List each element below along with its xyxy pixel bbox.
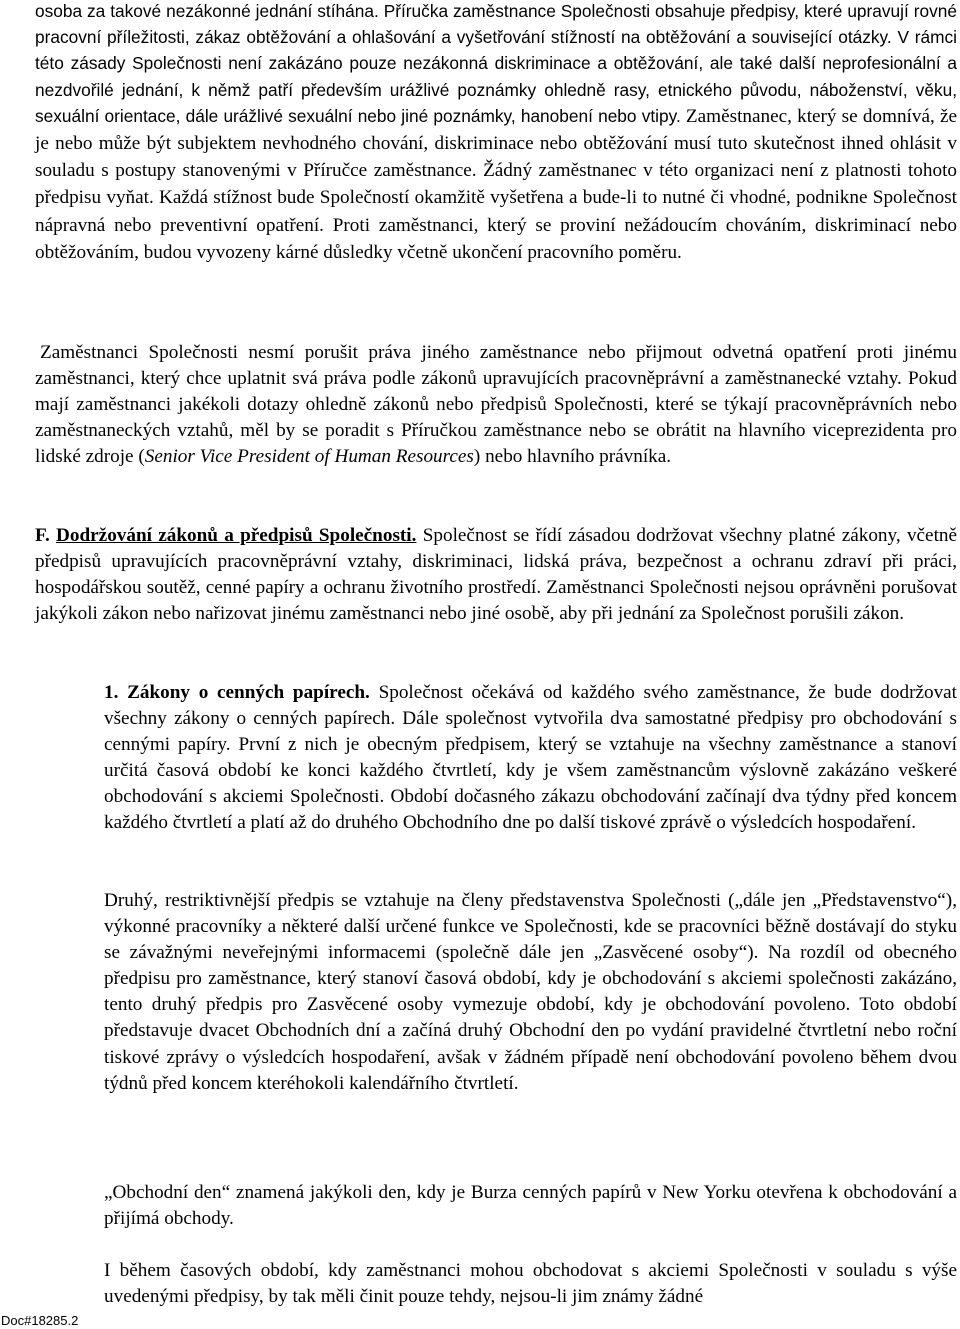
section-f-title: Dodržování zákonů a předpisů Společnosti.: [56, 525, 417, 546]
paragraph-trading-windows: [104, 1258, 957, 1310]
paragraph-harassment-policy: [35, 0, 957, 266]
paragraph-employee-rights-italic: Senior Vice President of Human Resources: [144, 446, 474, 468]
paragraph-employee-rights: [35, 340, 957, 470]
paragraph-trading-day-definition: [104, 1180, 957, 1232]
item-securities-laws: [104, 680, 957, 837]
paragraph-employee-rights-text-end: ) nebo hlavního právníka.: [473, 446, 672, 468]
paragraph-insiders-policy: [104, 888, 957, 1097]
section-f-number: F.: [35, 525, 50, 546]
paragraph-harassment-policy-text-sans: osoba za takové nezákonné jednání stíhána. Příručka zaměstnance Společnosti obsahuje předpisy, které upravují rovné pracovní příležitosti, zákaz obtěžování a ohlašování a vyšetřování stížností na obtěžování a související otázky. V rámci této zásady Společnosti není zakázáno pouze nezákonná diskriminace a obtěžování, ale také další neprofesionální a nezdvořilé jednání, k němž patří především urážlivé poznámky ohledně rasy, etnického původu, náboženství, věku, sexuální orientace, dále urážlivé sexuální nebo jiné poznámky, hanobení nebo vtipy.: [35, 1, 957, 126]
document-id-footer: Doc#18285.2: [1, 1313, 79, 1328]
section-f-text: Společnost se řídí zásadou dodržovat všechny platné zákony, včetně předpisů upravujících pracovněprávní vztahy, diskriminaci, lidská práva, bezpečnost a ochranu zdraví při práci, hospodářskou soutěž, cenné papíry a ochranu životního prostředí. Zaměstnanci Společnosti nejsou oprávněni porušovat jakýkoli zákon nebo nařizovat jinému zaměstnanci nebo jiné osobě, aby při jednání za Společnost porušili zákon.: [35, 525, 958, 625]
paragraph-trading-day-text: „Obchodní den“ znamená jakýkoli den, kdy je Burza cenných papírů v New Yorku otevřena k obchodování a přijímá obchody.: [104, 1182, 957, 1230]
paragraph-harassment-policy-text-serif: Zaměstnanec, který se domnívá, že je nebo může být subjektem nevhodného chování, diskriminace nebo obtěžování musí tuto skutečnost ihned ohlásit v souladu s postupy stanovenými v Příručce zaměstnance. Žádný zaměstnanec v této organizaci není z platnosti tohoto předpisu vyňat. Každá stížnost bude Společností okamžitě vyšetřena a bude-li to nutné či vhodné, podnikne Společnost nápravná nebo preventivní opatření. Proti zaměstnanci, který se proviní nežádoucím chováním, diskriminací nebo obtěžováním, budou vyvozeny kárné důsledky včetně ukončení pracovního poměru.: [35, 105, 957, 263]
item-securities-laws-text: Společnost očekává od každého svého zaměstnance, že bude dodržovat všechny zákony o cenných papírech. Dále společnost vytvořila dva samostatné předpisy pro obchodování s cennými papíry. První z nich je obecným předpisem, který se vztahuje na všechny zaměstnance a stanoví určitá časová období ke konci každého čtvrtletí, kdy je všem zaměstnancům výslovně zakázáno veškeré obchodování s akciemi Společnosti. Období dočasného zákazu obchodování začínají dva týdny před koncem každého čtvrtletí a platí až do druhého Obchodního dne po další tiskové zprávě o výsledcích hospodaření.: [104, 682, 958, 834]
paragraph-employee-rights-text: Zaměstnanci Společnosti nesmí porušit práva jiného zaměstnance nebo přijmout odvetná opatření proti jinému zaměstnanci, který chce uplatnit svá práva podle zákonů upravujících pracovněprávní a zaměstnanecké vztahy. Pokud mají zaměstnanci jakékoli dotazy ohledně zákonů nebo předpisů Společnosti, které se týkají pracovněprávních nebo zaměstnaneckých vztahů, měl by se poradit s Příručkou zaměstnance nebo se obrátit na hlavního viceprezidenta pro lidské zdroje (: [35, 342, 957, 468]
item-securities-laws-title: 1. Zákony o cenných papírech.: [104, 682, 370, 703]
paragraph-trading-windows-text: I během časových období, kdy zaměstnanci mohou obchodovat s akciemi Společnosti v souladu s výše uvedenými předpisy, by tak měli činit pouze tehdy, nejsou-li jim známy žádné: [104, 1260, 957, 1308]
section-f-compliance: [35, 523, 957, 627]
paragraph-insiders-policy-text: Druhý, restriktivnější předpis se vztahuje na členy představenstva Společnosti („dále jen „Představenstvo“), výkonné pracovníky a některé další určené funkce ve Společnosti, kde se pracovníci běžně dostávají do styku se závažnými neveřejnými informacemi (společně dále jen „Zasvěcené osoby“). Na rozdíl od obecného předpisu pro zaměstnance, který stanoví časová období, kdy je obchodování s akciemi společnosti zakázáno, tento druhý předpis pro Zasvěcené osoby vymezuje období, kdy je obchodování povoleno. Toto období představuje dvacet Obchodních dní a začíná druhý Obchodní den po vydání pravidelné čtvrtletní nebo roční tiskové zprávy o výsledcích hospodaření, avšak v žádném případě není obchodování povoleno během dvou týdnů před koncem kteréhokoli kalendářního čtvrtletí.: [104, 890, 957, 1094]
